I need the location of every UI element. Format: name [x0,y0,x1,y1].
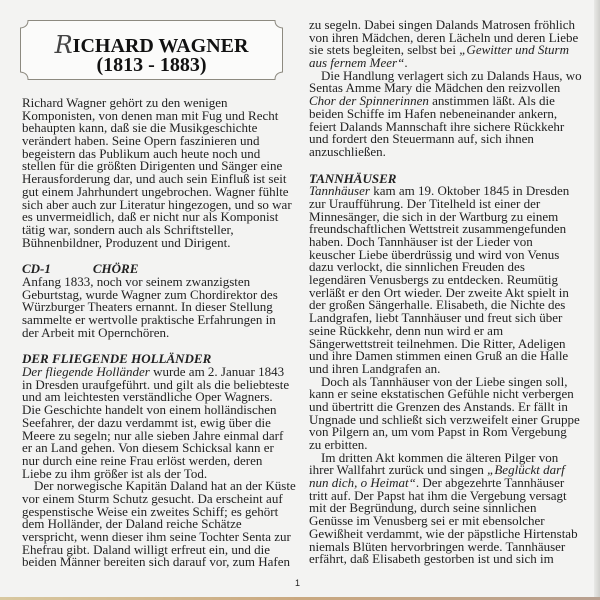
text-segment: beiden Männer bereiten sich darauf vor, zum Hafen [22,554,291,570]
text-segment: und ihre Damen stimmen einen Gruß an die Halle [309,348,569,364]
text-segment: gut einem Jahrhundert ungebrochen. Wagner fühlte [22,183,289,199]
text-segment: nur durch eine reine Frau erlöst werden, deren [22,452,263,468]
text-segment: er an Land gehen. Von diesem Schicksal kann er [22,440,274,456]
text-segment: zu erbitten. [309,437,368,452]
italic-text: Tannhäuser [309,183,370,199]
text-segment: Komponisten, von denen man mit Fug und Recht [22,107,279,123]
text-line [309,553,582,566]
text-segment: wurde am 2. Januar 1843 [149,364,285,380]
text-segment: ihrer Wallfahrt zurück und singen [309,462,488,478]
text-segment: kann er seine ekstatischen Gefühle nicht verbergen [309,386,574,402]
text-segment: und fordert den Steuermann auf, sich ihnen [309,131,534,147]
text-segment: Doch als Tannhäuser von der Liebe singen soll, [321,373,568,389]
text-segment: von ihren Mädchen, deren Lächeln und deren Liebe [309,29,579,45]
page-edge-shadow [594,0,600,600]
text-segment: seine Rückkehr, denn nun wird er am [309,322,504,338]
text-segment: freundschaftlichen Wettstreit zusammengefunden [309,221,567,237]
text-segment: . [404,55,408,71]
left-column [22,97,296,569]
text-segment: haben. Doch Tannhäuser ist der Lieder von [309,234,533,249]
text-segment: Meere zu segeln; nur alle sieben Jahre einmal darf [22,427,284,443]
text-segment: . Der abgezehrte Tannhäuser [415,475,565,491]
text-segment: Sängerwettstreit teilnehmen. Die Ritter, Adeligen [309,335,566,351]
text-segment: Seefahrer, der dazu verdammt ist, ewig über die [22,414,271,430]
text-line [22,556,296,569]
text-segment: Minnesänger, die sich in der Wartburg zu einem [309,208,559,224]
title-frame [20,20,283,80]
text-segment: Anfang 1833, noch vor seinem zwanzigsten [22,273,251,289]
italic-text: nun dich, o Heimat“ [309,475,416,491]
text-segment: keuscher Liebe überdrüssig und wird von Venus [309,246,560,262]
italic-text: Der fliegende Holländer [22,364,150,380]
text-segment: sammelte er wertvolle praktische Erfahrungen in [22,312,276,327]
text-segment: sie stets begleiten, selbst bei [309,42,460,58]
text-segment: dazu verlockt, die sinnlichen Freuden des [309,259,525,275]
text-segment: Die Geschichte handelt von einem holländischen [22,402,277,418]
text-segment: niemals Blüten hervorbringen werde. Tannhäuser [309,538,566,554]
text-segment: Gewißheit verdammt, wie der päpstliche Hirtenstab [309,525,578,541]
text-segment: vor einem Sturm Schutz gesucht. Da erscheint auf [22,490,283,506]
text-segment: stellen für die größten Dirigenten und Sänger eine [22,158,283,174]
text-segment: Liebe zu ihm größer ist als der Tod. [22,465,208,481]
text-segment: tätig war, sondern auch als Schriftsteller, [22,221,234,237]
text-segment: und ihren Landgrafen an. [309,360,441,376]
text-segment: begeistern das Publikum auch heute noch und [22,145,261,161]
text-segment: Sentas Amme Mary die Mädchen den reizvollen [309,80,561,96]
text-line [22,234,296,250]
text-segment: anstimmen läßt. Als die [428,93,555,109]
page-number: 1 [295,578,301,588]
text-segment: verspricht, wenn dieser ihm seine Tochter Senta zur [22,529,291,544]
text-segment: es unvermeidlich, daß er nicht nur als Komponist [22,209,279,225]
text-segment: Ungnade und schließt sich verzweifelt einer Gruppe [309,411,580,427]
text-segment: zur Uraufführung. Der Titelheld ist einer der [309,195,541,211]
italic-text: „Beglückt darf [487,462,565,478]
text-segment: TANNHÄUSER [309,170,397,186]
text-segment: der großen Sängerhalle. Elisabeth, die Nichte des [309,297,566,313]
text-segment: von Pilgern an, um vom Papst in Rom Vergebung [309,424,567,440]
text-segment: Die Handlung verlagert sich zu Dalands Haus, wo [321,67,582,83]
text-segment: Genüsse im Venusberg sei er mit ebensolcher [309,513,545,529]
text-segment: dem Holländer, der Daland reiche Schätze [22,516,242,532]
title-rest: ICHARD WAGNER [72,35,249,57]
text-segment: Herausforderung dar, und auch sein Einfluß ist seit [22,171,287,187]
italic-text: „Gewitter und Sturm [459,42,569,58]
text-segment: und am leichtesten verständliche Oper Wagners. [22,389,273,405]
text-segment: in Dresden uraufgeführt. und gilt als die beliebteste [22,376,290,392]
composer-dates: (1813 - 1883) [96,54,207,76]
text-segment: DER FLIEGENDE HOLLÄNDER [22,351,212,367]
text-segment: zu segeln. Dabei singen Dalands Matrosen fröhlich [309,17,576,32]
text-segment: behaupten kann, daß sie die Musikgeschichte [22,120,258,136]
text-line [309,143,582,159]
text-segment: Geburtstag, wurde Wagner zum Chordirektor des [22,286,278,302]
text-segment: tritt auf. Der Papst hat ihm die Vergebung versagt [309,487,567,503]
text-segment: anzuschließen. [309,143,386,159]
text-segment: gespenstische Weise ein zweites Schiff; es gehört [22,503,279,519]
text-line [22,324,296,340]
text-segment: verändert haben. Seine Opern faszinieren und [22,133,260,149]
text-segment: CHÖRE [92,261,139,277]
text-segment: Bühnenbildner, Produzent und Dirigent. [22,234,231,250]
text-segment: sich aber auch zur Literatur hingezogen, und so war [22,196,292,212]
text-segment: beiden Schiffe im Hafen nebeneinander ankern, [309,105,558,121]
text-segment: der Arbeit mit Opernchören. [22,324,170,340]
text-segment: Im dritten Akt kommen die älteren Pilger von [321,449,559,465]
text-segment: Landgrafen, liebt Tannhäuser und freut sich über [309,310,563,326]
text-segment: verläßt er den Ort wieder. Der zweite Akt spielt in [309,284,569,300]
text-segment: erfährt, daß Elisabeth gestorben ist und sich im [309,551,554,567]
italic-text: aus fernem Meer“ [309,55,405,71]
text-segment: legendären Venusbergs zu entdecken. Reumütig [309,272,558,288]
title-initial: R [54,31,73,59]
text-segment: Der norwegische Kapitän Daland hat an der Küste [34,478,296,494]
text-segment: mit der Begründung, durch seine sinnlichen [309,500,537,516]
text-segment: feiert Dalands Mannschaft ihre sichere Rückkehr [309,118,565,134]
text-segment: kam am 19. Oktober 1845 in Dresden [369,183,570,199]
right-column [309,19,582,566]
text-segment: Richard Wagner gehört zu den wenigen [22,95,228,110]
text-segment: Würzburger Theaters ernannt. In dieser Stellung [22,299,273,315]
text-segment: CD-1 [22,261,51,277]
italic-text: Chor der Spinnerinnen [309,93,429,109]
text-segment: und übertritt die Grenzen des Anstands. Er fällt in [309,398,568,414]
text-segment: Ehefrau gibt. Daland willigt erfreut ein, und die [22,541,271,557]
